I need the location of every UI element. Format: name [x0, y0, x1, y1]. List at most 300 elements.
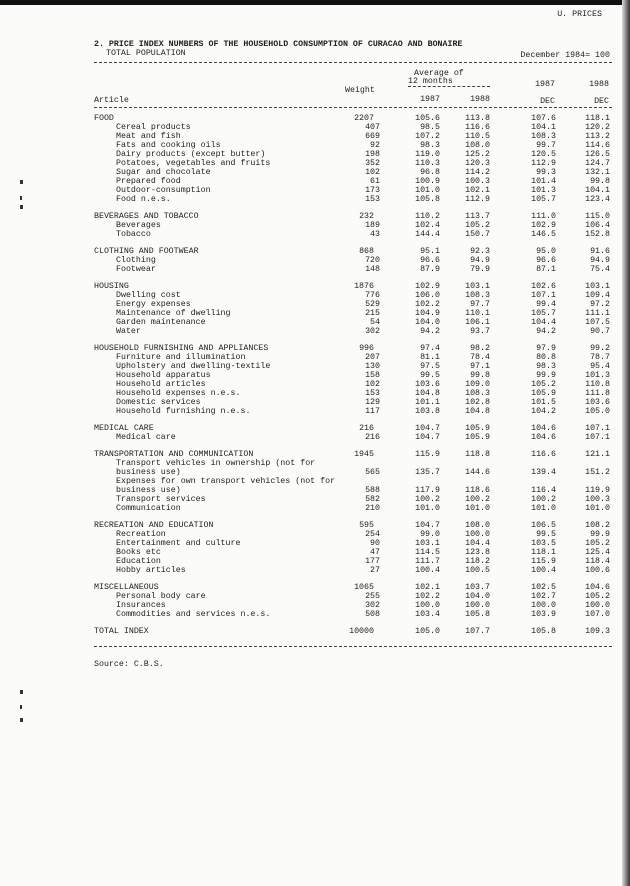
avg-1987-cell: 100.0 — [415, 601, 440, 610]
avg-1988-cell: 110.1 — [465, 309, 490, 318]
dec-1987-cell: 107.1 — [531, 291, 556, 300]
dec-1987-cell: 99.7 — [536, 141, 556, 150]
dec-1987-cell: 102.9 — [531, 221, 556, 230]
avg-1987-cell: 101.0 — [415, 504, 440, 513]
avg-1988-cell: 114.2 — [465, 168, 490, 177]
dec-1987-year: 1987 — [535, 80, 555, 89]
table-row — [94, 177, 610, 186]
avg-1988-cell: 99.8 — [470, 371, 490, 380]
dec-1988-cell: 106.4 — [585, 221, 610, 230]
weight-cell: 198 — [365, 150, 380, 159]
dec-1987-cell: 100.0 — [531, 601, 556, 610]
table-row — [94, 300, 610, 309]
weight-cell: 776 — [365, 291, 380, 300]
avg-1987-cell: 102.4 — [415, 221, 440, 230]
dec-1988-cell: 125.4 — [585, 548, 610, 557]
dec-1988-cell: 109.3 — [585, 627, 610, 636]
avg-1987-cell: 96.6 — [420, 256, 440, 265]
dec-1988-cell: 104.1 — [585, 186, 610, 195]
weight-cell: 720 — [365, 256, 380, 265]
weight-cell: 27 — [370, 566, 380, 575]
avg-1987-cell: 106.0 — [415, 291, 440, 300]
table-row — [94, 504, 610, 513]
article-label: Meat and fish — [116, 132, 181, 141]
table-row — [94, 459, 610, 468]
avg-1987-cell: 101.0 — [415, 186, 440, 195]
dec-1988-cell: 99.2 — [590, 344, 610, 353]
dec-1987-cell: 106.5 — [531, 521, 556, 530]
avg-1987-cell: 104.7 — [415, 424, 440, 433]
avg-1988-cell: 104.0 — [465, 592, 490, 601]
dec-1988-cell: 100.3 — [585, 495, 610, 504]
table-row — [94, 530, 610, 539]
article-label: TRANSPORTATION AND COMMUNICATION — [94, 450, 254, 459]
section-label: U. PRICES — [557, 10, 602, 19]
avg-1987-cell: 100.2 — [415, 495, 440, 504]
table-row — [94, 141, 610, 150]
article-label: Medical care — [116, 433, 176, 442]
dec-1988-cell: 103.6 — [585, 398, 610, 407]
avg-1987-cell: 111.7 — [415, 557, 440, 566]
dec-1988-cell: 94.9 — [590, 256, 610, 265]
avg-1987-cell: 105.6 — [415, 114, 440, 123]
weight-cell: 215 — [365, 309, 380, 318]
dec-1987-cell: 120.5 — [531, 150, 556, 159]
table-row — [94, 433, 610, 442]
dec-1988-cell: 124.7 — [585, 159, 610, 168]
avg-1988-cell: 102.1 — [465, 186, 490, 195]
avg-1988-cell: 113.7 — [465, 212, 490, 221]
dec-1988-cell: 91.6 — [590, 247, 610, 256]
weight-cell: 565 — [365, 468, 380, 477]
table-row — [94, 265, 610, 274]
article-label: Household articles — [116, 380, 206, 389]
avg-1988-cell: 97.7 — [470, 300, 490, 309]
weight-cell: 153 — [365, 389, 380, 398]
dec-1987-cell: 146.5 — [531, 230, 556, 239]
table-subtitle: TOTAL POPULATION — [106, 49, 186, 58]
dec-1988-cell: 101.0 — [585, 504, 610, 513]
article-label: Energy expenses — [116, 300, 191, 309]
dec-1987-cell: 99.4 — [536, 300, 556, 309]
article-label: Water — [116, 327, 141, 336]
dec-1987-cell: 107.6 — [531, 114, 556, 123]
table-row-category — [94, 450, 610, 459]
weight-cell: 1876 — [354, 282, 374, 291]
article-label: HOUSING — [94, 282, 129, 291]
weight-cell: 868 — [359, 247, 374, 256]
avg-1988-cell: 102.8 — [465, 398, 490, 407]
avg-1988-cell: 150.7 — [465, 230, 490, 239]
weight-cell: 61 — [370, 177, 380, 186]
article-label: business use) — [116, 486, 181, 495]
dec-1987-cell: 108.3 — [531, 132, 556, 141]
dec-1988-cell: 107.0 — [585, 610, 610, 619]
avg-1988-cell: 118.2 — [465, 557, 490, 566]
weight-cell: 407 — [365, 123, 380, 132]
dec-1988-cell: 126.5 — [585, 150, 610, 159]
divider — [94, 107, 612, 108]
weight-cell: 207 — [365, 353, 380, 362]
dec-1987-cell: 116.6 — [531, 450, 556, 459]
table-row-category — [94, 247, 610, 256]
dec-1987-cell: 101.3 — [531, 186, 556, 195]
table-row — [94, 291, 610, 300]
article-header: Article — [94, 96, 129, 105]
weight-cell: 255 — [365, 592, 380, 601]
avg-1987-cell: 98.5 — [420, 123, 440, 132]
weight-cell: 582 — [365, 495, 380, 504]
dec-1987-cell: 98.3 — [536, 362, 556, 371]
article-label: Commodities and services n.e.s. — [116, 610, 271, 619]
dec-1988-cell: 111.1 — [585, 309, 610, 318]
dec-1988-cell: 111.8 — [585, 389, 610, 398]
avg-1988-cell: 125.2 — [465, 150, 490, 159]
dec-1987-cell: 101.4 — [531, 177, 556, 186]
dec-1987-cell: 103.5 — [531, 539, 556, 548]
dec-1988-cell: 78.7 — [590, 353, 610, 362]
avg-1988-cell: 108.0 — [465, 141, 490, 150]
avg-1988-cell: 120.3 — [465, 159, 490, 168]
dec-1988-cell: 109.4 — [585, 291, 610, 300]
weight-cell: 1945 — [354, 450, 374, 459]
dec-1988-cell: 121.1 — [585, 450, 610, 459]
article-label: Prepared food — [116, 177, 181, 186]
weight-cell: 1065 — [354, 583, 374, 592]
table-row-category — [94, 627, 610, 636]
dec-1987-cell: 100.2 — [531, 495, 556, 504]
article-label: Household apparatus — [116, 371, 211, 380]
weight-cell: 158 — [365, 371, 380, 380]
table-row — [94, 309, 610, 318]
avg-1988-cell: 94.9 — [470, 256, 490, 265]
article-label: BEVERAGES AND TOBACCO — [94, 212, 199, 221]
weight-cell: 148 — [365, 265, 380, 274]
dec-1988-cell: 104.6 — [585, 583, 610, 592]
avg-1988-cell: 97.1 — [470, 362, 490, 371]
dec-1988-cell: 107.1 — [585, 424, 610, 433]
dec-1988-cell: 90.7 — [590, 327, 610, 336]
dec-1988-cell: 103.1 — [585, 282, 610, 291]
avg-header-line2: 12 months — [408, 77, 453, 86]
dec-1987-cell: 87.1 — [536, 265, 556, 274]
avg-1987-cell: 119.0 — [415, 150, 440, 159]
article-label: Garden maintenance — [116, 318, 206, 327]
article-label: Footwear — [116, 265, 156, 274]
article-label: Personal body care — [116, 592, 206, 601]
avg-1987-cell: 104.7 — [415, 433, 440, 442]
avg-1988-cell: 105.2 — [465, 221, 490, 230]
article-label: Furniture and illumination — [116, 353, 246, 362]
dec-1988-cell: 120.2 — [585, 123, 610, 132]
dec-1987-cell: 112.9 — [531, 159, 556, 168]
avg-1988-cell: 104.8 — [465, 407, 490, 416]
dec-1988-cell: 100.0 — [585, 601, 610, 610]
avg-1988-cell: 100.2 — [465, 495, 490, 504]
avg-1987-cell: 102.2 — [415, 592, 440, 601]
dec-1987-cell: 101.0 — [531, 504, 556, 513]
table-row — [94, 256, 610, 265]
article-label: Communication — [116, 504, 181, 513]
avg-1988-cell: 108.3 — [465, 389, 490, 398]
avg-1987-cell: 81.1 — [420, 353, 440, 362]
dec-1988-cell: 119.9 — [585, 486, 610, 495]
table-row — [94, 539, 610, 548]
avg-1987-cell: 103.6 — [415, 380, 440, 389]
article-label: RECREATION AND EDUCATION — [94, 521, 214, 530]
dec-1988-cell: 100.6 — [585, 566, 610, 575]
dec-1987-cell: 115.9 — [531, 557, 556, 566]
avg-1987-cell: 100.4 — [415, 566, 440, 575]
table-row — [94, 592, 610, 601]
table-row — [94, 195, 610, 204]
table-row — [94, 398, 610, 407]
divider — [94, 62, 612, 63]
avg-1988-cell: 100.0 — [465, 530, 490, 539]
scan-right-edge — [622, 0, 630, 886]
weight-cell: 117 — [365, 407, 380, 416]
article-label: MEDICAL CARE — [94, 424, 154, 433]
avg-1987-cell: 98.3 — [420, 141, 440, 150]
table-row — [94, 601, 610, 610]
dec-1988-cell: 123.4 — [585, 195, 610, 204]
dec-1987-cell: 105.8 — [531, 627, 556, 636]
avg-1987-cell: 105.0 — [415, 627, 440, 636]
table-row — [94, 353, 610, 362]
avg-1987-cell: 104.7 — [415, 521, 440, 530]
article-label: Cereal products — [116, 123, 191, 132]
table-row-category — [94, 521, 610, 530]
article-label: Potatoes, vegetables and fruits — [116, 159, 271, 168]
margin-mark — [20, 196, 22, 200]
article-label: HOUSEHOLD FURNISHING AND APPLIANCES — [94, 344, 269, 353]
dec-1987-cell: 99.5 — [536, 530, 556, 539]
table-row — [94, 477, 610, 486]
article-label: TOTAL INDEX — [94, 627, 149, 636]
dec-1987-cell: 116.4 — [531, 486, 556, 495]
article-label: Insurances — [116, 601, 166, 610]
dec-1988-cell: 99.9 — [590, 530, 610, 539]
avg-1987-cell: 97.5 — [420, 362, 440, 371]
avg-1988-cell: 103.1 — [465, 282, 490, 291]
avg-1988-cell: 78.4 — [470, 353, 490, 362]
avg-1987-cell: 99.0 — [420, 530, 440, 539]
avg-1987-cell: 105.8 — [415, 195, 440, 204]
weight-cell: 302 — [365, 327, 380, 336]
dec-1987-cell: 104.6 — [531, 424, 556, 433]
dec-1988-cell: 108.2 — [585, 521, 610, 530]
divider — [94, 646, 612, 647]
table-row-category — [94, 424, 610, 433]
weight-cell: 595 — [359, 521, 374, 530]
margin-mark — [20, 718, 23, 722]
dec-1987-cell: 99.9 — [536, 371, 556, 380]
avg-1987-cell: 104.0 — [415, 318, 440, 327]
dec-1988-year: 1988 — [589, 80, 609, 89]
avg-1988-cell: 103.7 — [465, 583, 490, 592]
margin-mark — [20, 690, 23, 694]
article-label: Maintenance of dwelling — [116, 309, 231, 318]
weight-cell: 102 — [365, 380, 380, 389]
table-row — [94, 566, 610, 575]
article-label: Dairy products (except butter) — [116, 150, 266, 159]
avg-1987-cell: 102.1 — [415, 583, 440, 592]
table-row-category — [94, 344, 610, 353]
weight-cell: 10000 — [349, 627, 374, 636]
dec-1987-cell: 99.3 — [536, 168, 556, 177]
avg-1988-cell: 105.8 — [465, 610, 490, 619]
table-row — [94, 327, 610, 336]
weight-header: Weight — [345, 86, 375, 95]
table-row — [94, 221, 610, 230]
table-row — [94, 362, 610, 371]
avg-1987-cell: 103.4 — [415, 610, 440, 619]
dec-1988-cell: 110.8 — [585, 380, 610, 389]
weight-cell: 216 — [365, 433, 380, 442]
avg-1988-cell: 110.5 — [465, 132, 490, 141]
article-label: Tobacco — [116, 230, 151, 239]
avg-1987-cell: 101.1 — [415, 398, 440, 407]
article-label: MISCELLANEOUS — [94, 583, 159, 592]
article-label: Fats and cooking oils — [116, 141, 221, 150]
weight-cell: 2207 — [354, 114, 374, 123]
avg-1987-cell: 102.9 — [415, 282, 440, 291]
weight-cell: 102 — [365, 168, 380, 177]
article-label: Outdoor-consumption — [116, 186, 211, 195]
avg-1987-cell: 114.5 — [415, 548, 440, 557]
article-label: Education — [116, 557, 161, 566]
avg-1987-cell: 96.8 — [420, 168, 440, 177]
dec-1988-cell: 151.2 — [585, 468, 610, 477]
article-label: Expenses for own transport vehicles (not for — [116, 477, 336, 486]
avg-1987-cell: 115.9 — [415, 450, 440, 459]
table-row — [94, 186, 610, 195]
weight-cell: 529 — [365, 300, 380, 309]
avg-1987-cell: 94.2 — [420, 327, 440, 336]
dec-1987-header: DEC — [540, 97, 555, 106]
dec-1987-cell: 104.6 — [531, 433, 556, 442]
avg-1988-cell: 118.8 — [465, 450, 490, 459]
avg-1987-cell: 102.2 — [415, 300, 440, 309]
dec-1988-header: DEC — [594, 97, 609, 106]
avg-1987-cell: 104.9 — [415, 309, 440, 318]
article-label: Sugar and chocolate — [116, 168, 211, 177]
weight-cell: 189 — [365, 221, 380, 230]
article-label: Hobby articles — [116, 566, 186, 575]
weight-cell: 232 — [359, 212, 374, 221]
avg-1988-cell: 104.4 — [465, 539, 490, 548]
table-row — [94, 159, 610, 168]
avg-1987-cell: 95.1 — [420, 247, 440, 256]
avg-1987-cell: 100.9 — [415, 177, 440, 186]
avg-1987-cell: 135.7 — [415, 468, 440, 477]
weight-cell: 90 — [370, 539, 380, 548]
table-title: 2. PRICE INDEX NUMBERS OF THE HOUSEHOLD CONSUMPTION OF CURACAO AND BONAIRE — [94, 40, 463, 49]
weight-cell: 177 — [365, 557, 380, 566]
avg-1987-cell: 110.2 — [415, 212, 440, 221]
avg-1987-cell: 99.5 — [420, 371, 440, 380]
avg-1987-cell: 103.8 — [415, 407, 440, 416]
avg-1987-cell: 97.4 — [420, 344, 440, 353]
avg-1988-cell: 109.0 — [465, 380, 490, 389]
dec-1987-cell: 104.1 — [531, 123, 556, 132]
table-row — [94, 468, 610, 477]
dec-1988-cell: 118.4 — [585, 557, 610, 566]
avg-1988-cell: 118.6 — [465, 486, 490, 495]
dec-1988-cell: 95.4 — [590, 362, 610, 371]
table-row — [94, 318, 610, 327]
margin-mark — [20, 180, 23, 184]
base-period: December 1984= 100 — [520, 51, 610, 60]
avg-1987-header: 1987 — [420, 95, 440, 104]
table-row-category — [94, 282, 610, 291]
article-label: Entertainment and culture — [116, 539, 241, 548]
dec-1987-cell: 101.5 — [531, 398, 556, 407]
table-row — [94, 371, 610, 380]
dec-1987-cell: 105.2 — [531, 380, 556, 389]
avg-1987-cell: 104.8 — [415, 389, 440, 398]
avg-1988-cell: 79.9 — [470, 265, 490, 274]
avg-1987-cell: 107.2 — [415, 132, 440, 141]
weight-cell: 669 — [365, 132, 380, 141]
weight-cell: 302 — [365, 601, 380, 610]
table-row — [94, 123, 610, 132]
weight-cell: 47 — [370, 548, 380, 557]
margin-mark — [20, 705, 22, 709]
price-index-table — [94, 114, 610, 636]
avg-1988-cell: 112.9 — [465, 195, 490, 204]
avg-1988-cell: 116.6 — [465, 123, 490, 132]
article-label: FOOD — [94, 114, 114, 123]
dec-1987-cell: 105.7 — [531, 195, 556, 204]
dec-1987-cell: 103.9 — [531, 610, 556, 619]
dec-1987-cell: 100.4 — [531, 566, 556, 575]
dec-1987-cell: 104.4 — [531, 318, 556, 327]
avg-1988-cell: 93.7 — [470, 327, 490, 336]
avg-1987-cell: 110.3 — [415, 159, 440, 168]
dec-1987-cell: 102.7 — [531, 592, 556, 601]
article-label: Household furnishing n.e.s. — [116, 407, 251, 416]
table-row — [94, 168, 610, 177]
dec-1987-cell: 94.2 — [536, 327, 556, 336]
weight-cell: 129 — [365, 398, 380, 407]
table-row-category — [94, 212, 610, 221]
avg-1988-cell: 105.9 — [465, 433, 490, 442]
avg-1987-cell: 103.1 — [415, 539, 440, 548]
avg-1988-cell: 92.3 — [470, 247, 490, 256]
weight-cell: 92 — [370, 141, 380, 150]
avg-header-line1: Average of — [414, 69, 464, 78]
avg-1987-cell: 144.4 — [415, 230, 440, 239]
dec-1988-cell: 113.2 — [585, 132, 610, 141]
avg-1988-header: 1988 — [470, 95, 490, 104]
avg-1988-cell: 106.1 — [465, 318, 490, 327]
dec-1987-cell: 105.9 — [531, 389, 556, 398]
table-row — [94, 150, 610, 159]
dec-1987-cell: 111.0 — [531, 212, 556, 221]
avg-1988-cell: 100.0 — [465, 601, 490, 610]
table-row-category — [94, 583, 610, 592]
article-label: Food n.e.s. — [116, 195, 171, 204]
table-row — [94, 557, 610, 566]
table-row — [94, 610, 610, 619]
avg-1988-cell: 113.8 — [465, 114, 490, 123]
dec-1988-cell: 101.3 — [585, 371, 610, 380]
dec-1988-cell: 75.4 — [590, 265, 610, 274]
table-row — [94, 230, 610, 239]
article-label: Dwelling cost — [116, 291, 181, 300]
table-row — [94, 486, 610, 495]
